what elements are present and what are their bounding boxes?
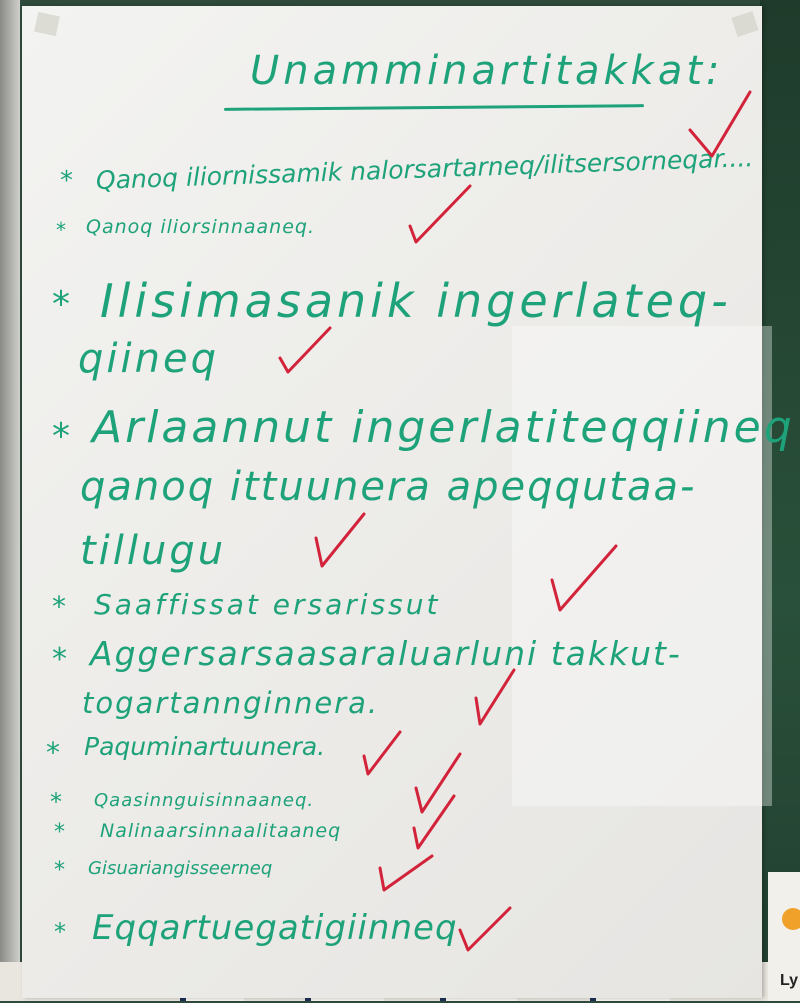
item-3-line-1: Ilisimasanik ingerlateq-	[100, 274, 732, 328]
checkmark-icon	[380, 856, 432, 890]
item-bullet-5: *	[52, 590, 68, 623]
item-1: Qanoq iliornissamik nalorsartarneq/ilitsersorneqar....	[95, 143, 754, 195]
item-bullet-11: *	[54, 918, 68, 946]
item-9: Nalinaarsinnaalitaaneq	[100, 820, 342, 842]
checkmark-icon	[552, 546, 616, 610]
checkmark-icon	[316, 514, 364, 566]
item-6-line-2: togartannginnera.	[82, 686, 380, 720]
item-6-line-1: Aggersarsaasaraluarluni takkut-	[90, 634, 682, 673]
item-4-line-1: Arlaannut ingerlatiteqqiineq	[92, 402, 795, 453]
item-bullet-9: *	[54, 820, 67, 845]
item-bullet-2: *	[56, 218, 68, 242]
checkmark-icon	[416, 754, 460, 812]
checkmark-icon	[364, 732, 400, 774]
item-4-line-2: qanoq ittuunera apeqqutaa-	[80, 464, 697, 510]
background-label-ly: Ly	[780, 972, 799, 989]
item-11: Eqqartuegatigiinneq	[92, 908, 458, 948]
wall-edge	[0, 0, 20, 1001]
item-10: Gisuariangisseerneq	[88, 858, 273, 879]
item-bullet-3: *	[52, 284, 72, 325]
lightbulb-icon	[782, 908, 800, 930]
side-poster	[768, 872, 800, 1001]
item-7: Paquminartuunera.	[84, 732, 326, 761]
item-3-line-2: qiineq	[78, 336, 219, 382]
checkmark-icon	[410, 186, 470, 242]
item-5: Saaffissat ersarissut	[94, 588, 441, 621]
checkmark-icon	[280, 328, 330, 372]
checkmark-icon	[476, 670, 514, 724]
item-bullet-4: *	[52, 416, 72, 457]
checkmark-icon	[690, 92, 750, 156]
red-checkmarks-layer	[22, 6, 762, 998]
poster-title: Unamminartitakkat:	[250, 48, 724, 94]
item-4-line-3: tillugu	[80, 528, 227, 574]
item-8: Qaasinnguisinnaaneq.	[94, 790, 315, 811]
item-bullet-10: *	[54, 858, 67, 883]
item-bullet-8: *	[50, 788, 64, 816]
item-2: Qanoq iliorsinnaaneq.	[86, 216, 316, 238]
checkmark-icon	[460, 908, 510, 950]
item-bullet-7: *	[46, 736, 62, 769]
item-bullet-1: *	[60, 166, 74, 196]
item-bullet-6: *	[52, 642, 69, 677]
